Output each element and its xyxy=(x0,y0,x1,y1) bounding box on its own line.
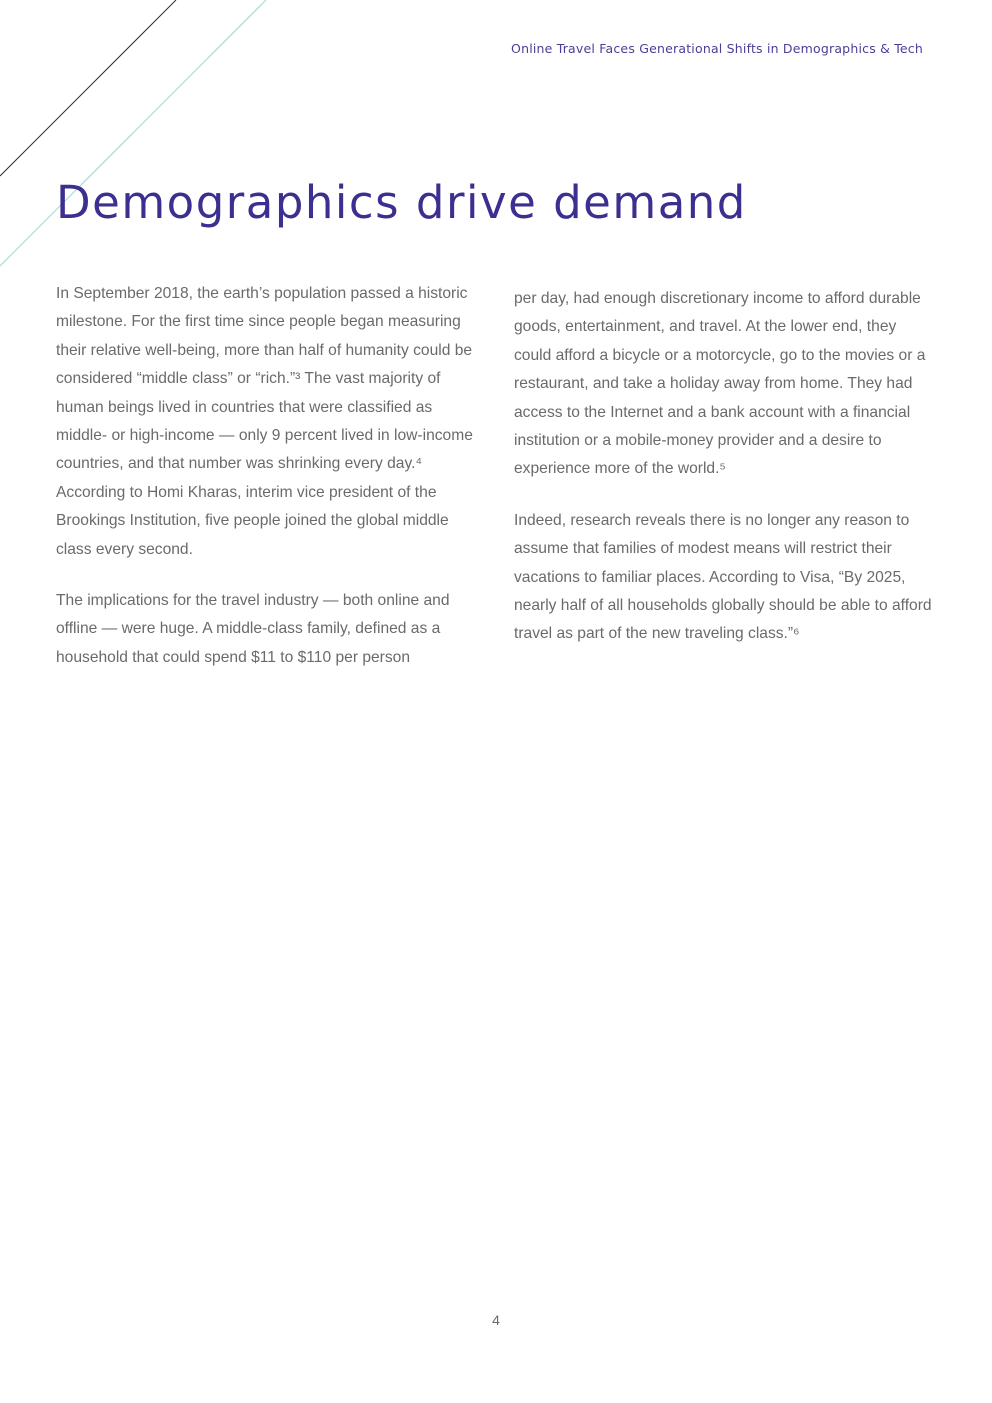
paragraph: In September 2018, the earth’s population passed a historic milestone. For the first time since people began measuring their relative well-being, more than half of humanity could be considered “middle class” or “rich.”³ The vast majority of human beings lived in countries that were classified as middle- or high-income — only 9 percent lived in low-income countries, and that number was shrinking every day.⁴ According to Homi Kharas, interim vice president of the Brookings Institution, five people joined the global middle class every second. xyxy=(56,285,473,558)
paragraph: The implications for the travel industry — both online and offline — were huge. A middle-class family, defined as a household that could spend $11 to $110 per person xyxy=(56,592,450,666)
paragraph: per day, had enough discretionary income to afford durable goods, entertainment, and travel. At the lower end, they could afford a bicycle or a motorcycle, go to the movies or a restaurant, and take a holiday away from home. They had access to the Internet and a bank account with a financial institution or a mobile-money provider and a desire to experience more of the world.⁵ xyxy=(514,290,926,478)
body-column-right xyxy=(514,285,934,672)
paragraph: Indeed, research reveals there is no longer any reason to assume that families of modest means will restrict their vacations to familiar places. According to Visa, “By 2025, nearly half of all households globally should be able to afford travel as part of the new traveling class.”⁶ xyxy=(514,511,932,643)
page-title: Demographics drive demand xyxy=(56,176,747,229)
corner-dark-line xyxy=(0,0,176,176)
running-header: Online Travel Faces Generational Shifts in Demographics & Tech xyxy=(511,41,923,56)
corner-decoration xyxy=(0,0,280,280)
body-column-left xyxy=(56,280,476,695)
page-number: 4 xyxy=(492,1312,500,1328)
